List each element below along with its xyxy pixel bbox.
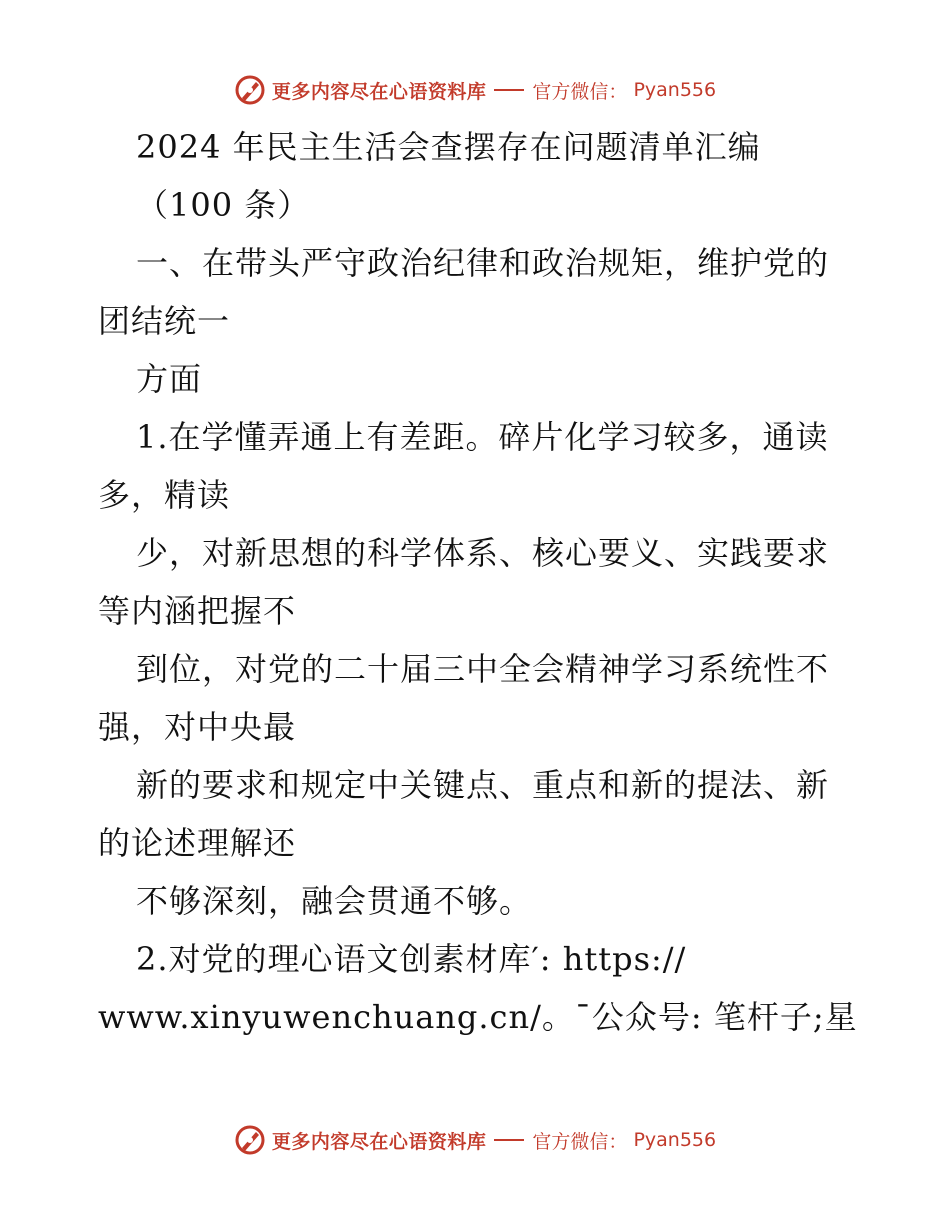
brand-logo-icon — [234, 1124, 266, 1156]
document-line: 多，精读 — [98, 476, 231, 514]
document-body — [98, 118, 858, 1046]
header-watermark — [0, 70, 950, 110]
document-line: 方面 — [136, 360, 203, 398]
watermark-separator — [494, 1139, 524, 1141]
document-line: www.xinyuwenchuang.cn/。¯公众号: 笔杆子;星 — [98, 998, 858, 1036]
watermark-label: 官方微信： — [532, 1130, 628, 1153]
document-line: 到位，对党的二十届三中全会精神学习系统性不 — [136, 650, 830, 688]
document-line: 的论述理解还 — [98, 824, 297, 862]
document-line: 新的要求和规定中关键点、重点和新的提法、新 — [136, 766, 830, 804]
document-line: 2.对党的理心语文创素材库′: https:// — [136, 940, 687, 978]
document-line: 等内涵把握不 — [98, 592, 297, 630]
document-line: 团结统一 — [98, 302, 231, 340]
footer-watermark — [0, 1120, 950, 1160]
watermark-wechat-id: Pyan556 — [633, 1129, 717, 1151]
watermark-separator — [494, 89, 524, 91]
document-line: 2024 年民主生活会查摆存在问题清单汇编 — [136, 128, 761, 166]
watermark-text: 更多内容尽在心语资料库 — [271, 1130, 487, 1153]
document-line: （100 条） — [136, 186, 311, 224]
watermark-wechat-id: Pyan556 — [633, 79, 717, 101]
watermark-label: 官方微信： — [532, 80, 628, 103]
document-line: 强，对中央最 — [98, 708, 297, 746]
brand-logo-icon — [234, 74, 266, 106]
document-line: 少，对新思想的科学体系、核心要义、实践要求 — [136, 534, 830, 572]
document-line: 不够深刻，融会贯通不够。 — [136, 882, 533, 920]
document-line: 一、在带头严守政治纪律和政治规矩，维护党的 — [136, 244, 830, 282]
document-line: 1.在学懂弄通上有差距。碎片化学习较多，通读 — [136, 418, 829, 456]
watermark-text: 更多内容尽在心语资料库 — [271, 80, 487, 103]
